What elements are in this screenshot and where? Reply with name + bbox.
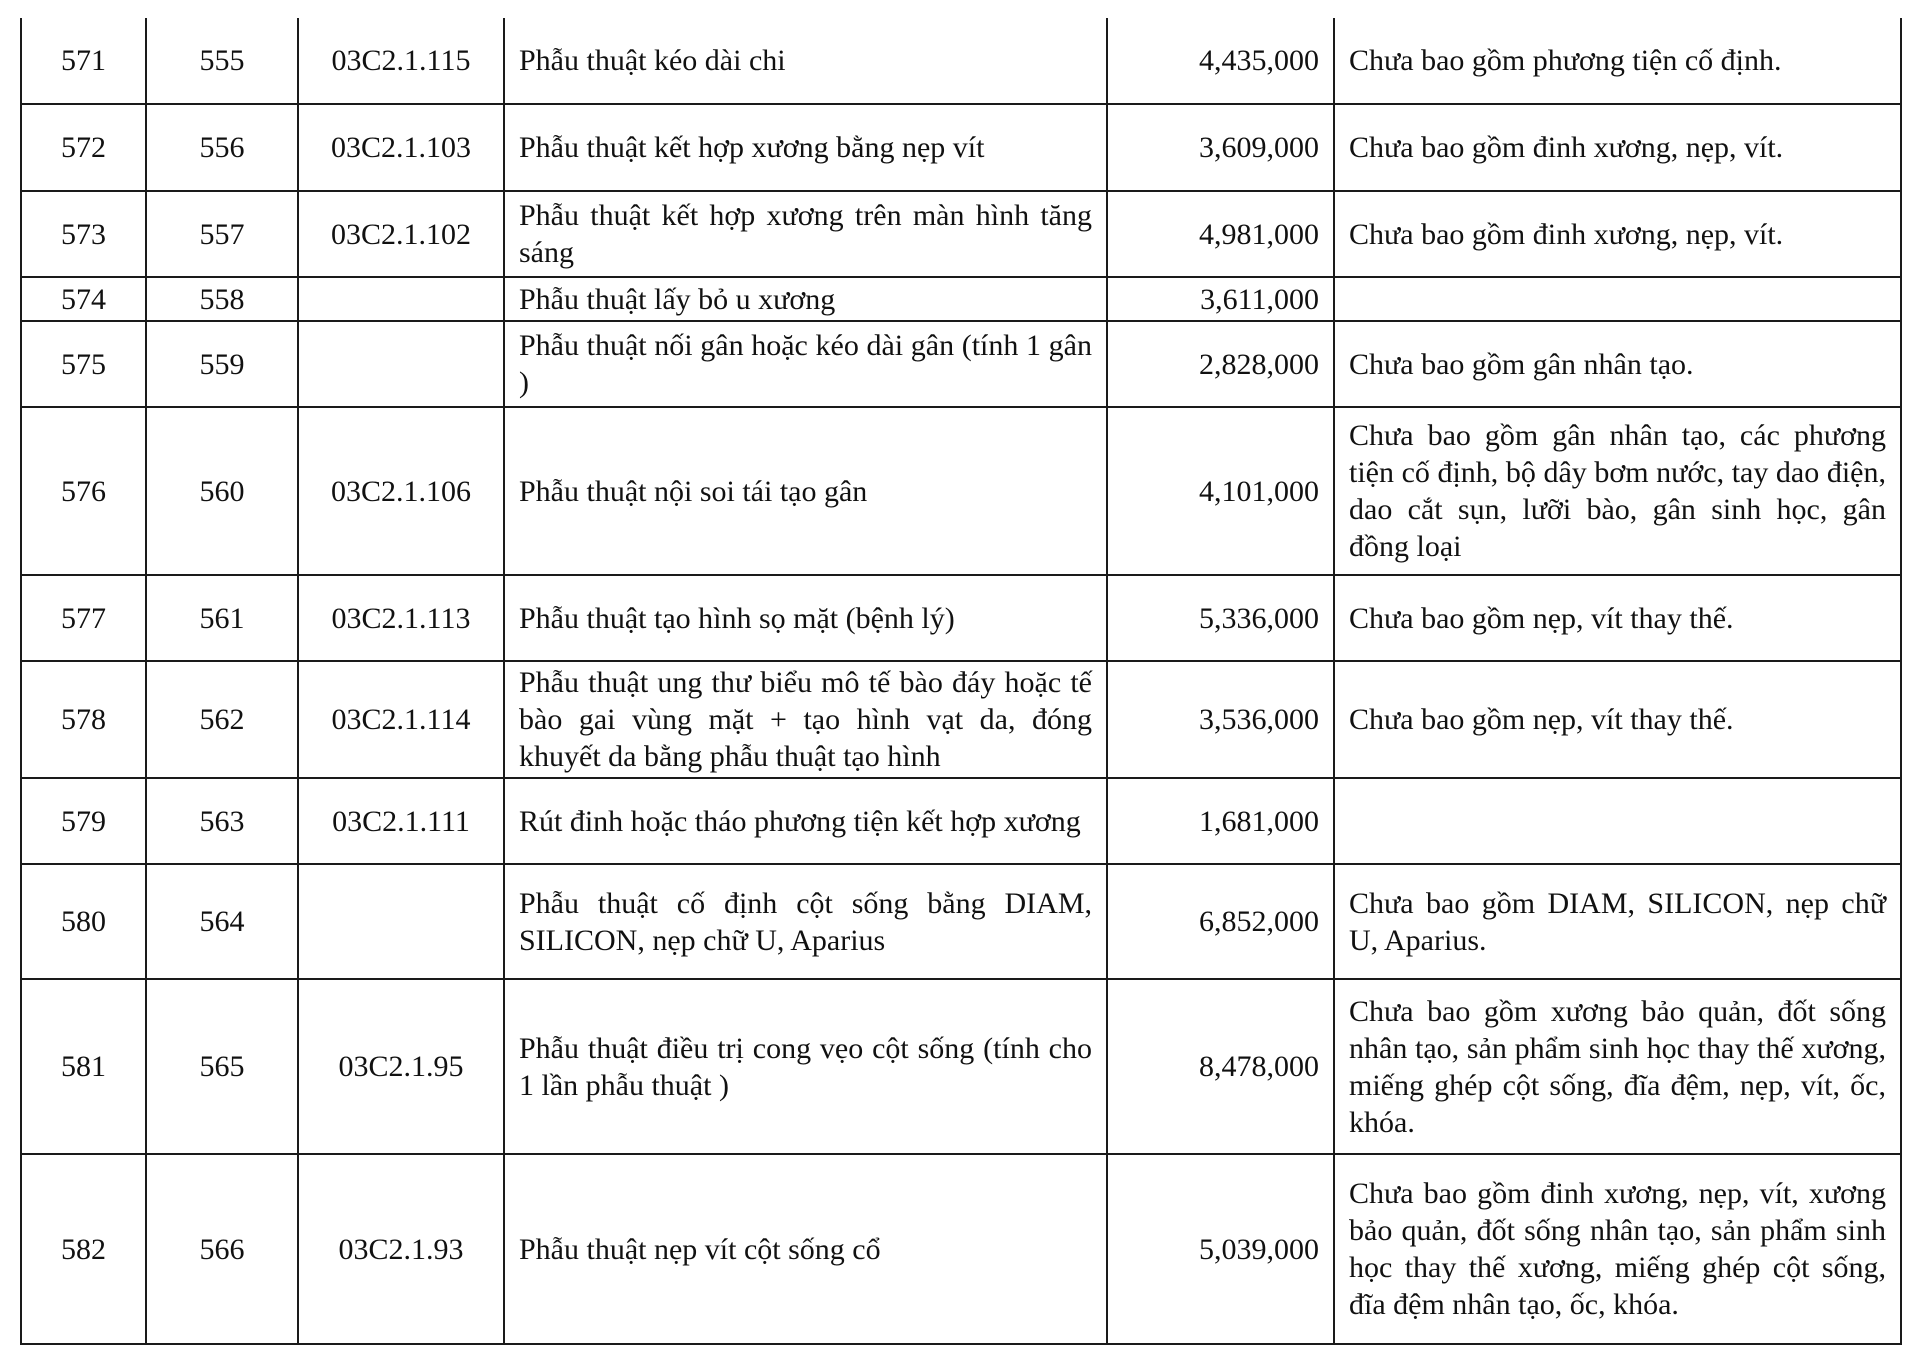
row-stt: 575	[21, 321, 146, 407]
row-stt: 576	[21, 407, 146, 575]
row-service-name: Phẫu thuật nối gân hoặc kéo dài gân (tính 1 gân )	[504, 321, 1107, 407]
row-service-name: Phẫu thuật kết hợp xương trên màn hình tăng sáng	[504, 191, 1107, 277]
row-stt: 572	[21, 104, 146, 191]
row-service-name: Phẫu thuật điều trị cong vẹo cột sống (tính cho 1 lần phẫu thuật )	[504, 979, 1107, 1154]
row-tt: 555	[146, 18, 298, 104]
row-code: 03C2.1.115	[298, 18, 504, 104]
row-note: Chưa bao gồm nẹp, vít thay thế.	[1334, 661, 1901, 778]
row-tt: 559	[146, 321, 298, 407]
row-code	[298, 321, 504, 407]
row-service-name: Phẫu thuật kết hợp xương bằng nẹp vít	[504, 104, 1107, 191]
table-row	[21, 104, 1901, 191]
row-price: 2,828,000	[1107, 321, 1334, 407]
row-tt: 560	[146, 407, 298, 575]
row-stt: 579	[21, 778, 146, 864]
row-tt: 557	[146, 191, 298, 277]
row-note: Chưa bao gồm DIAM, SILICON, nẹp chữ U, Aparius.	[1334, 864, 1901, 979]
row-tt: 563	[146, 778, 298, 864]
row-note: Chưa bao gồm xương bảo quản, đốt sống nhân tạo, sản phẩm sinh học thay thế xương, miếng ghép cột sống, đĩa đệm, nẹp, vít, ốc, khóa.	[1334, 979, 1901, 1154]
row-code: 03C2.1.111	[298, 778, 504, 864]
row-price: 4,981,000	[1107, 191, 1334, 277]
row-service-name: Phẫu thuật cố định cột sống bằng DIAM, SILICON, nẹp chữ U, Aparius	[504, 864, 1107, 979]
row-service-name: Phẫu thuật nội soi tái tạo gân	[504, 407, 1107, 575]
row-stt: 582	[21, 1154, 146, 1344]
row-price: 1,681,000	[1107, 778, 1334, 864]
row-price: 3,611,000	[1107, 277, 1334, 321]
row-stt: 574	[21, 277, 146, 321]
row-service-name: Phẫu thuật tạo hình sọ mặt (bệnh lý)	[504, 575, 1107, 661]
row-price: 3,609,000	[1107, 104, 1334, 191]
row-price: 6,852,000	[1107, 864, 1334, 979]
row-service-name: Phẫu thuật ung thư biểu mô tế bào đáy hoặc tế bào gai vùng mặt + tạo hình vạt da, đóng khuyết da bằng phẫu thuật tạo hình	[504, 661, 1107, 778]
table-row	[21, 18, 1901, 104]
row-note: Chưa bao gồm đinh xương, nẹp, vít.	[1334, 104, 1901, 191]
row-code: 03C2.1.102	[298, 191, 504, 277]
row-price: 4,435,000	[1107, 18, 1334, 104]
row-code: 03C2.1.93	[298, 1154, 504, 1344]
row-price: 5,336,000	[1107, 575, 1334, 661]
table-row	[21, 778, 1901, 864]
table-row	[21, 575, 1901, 661]
row-service-name: Phẫu thuật nẹp vít cột sống cổ	[504, 1154, 1107, 1344]
row-note: Chưa bao gồm phương tiện cố định.	[1334, 18, 1901, 104]
price-table	[20, 18, 1902, 1345]
row-note: Chưa bao gồm gân nhân tạo, các phương tiện cố định, bộ dây bơm nước, tay dao điện, dao cắt sụn, lưỡi bào, gân sinh học, gân đồng loại	[1334, 407, 1901, 575]
row-tt: 564	[146, 864, 298, 979]
row-note: Chưa bao gồm gân nhân tạo.	[1334, 321, 1901, 407]
table-row	[21, 191, 1901, 277]
row-stt: 580	[21, 864, 146, 979]
row-note	[1334, 778, 1901, 864]
row-tt: 561	[146, 575, 298, 661]
row-tt: 556	[146, 104, 298, 191]
row-price: 5,039,000	[1107, 1154, 1334, 1344]
row-stt: 573	[21, 191, 146, 277]
row-code: 03C2.1.113	[298, 575, 504, 661]
row-code: 03C2.1.95	[298, 979, 504, 1154]
table-row	[21, 407, 1901, 575]
row-price: 8,478,000	[1107, 979, 1334, 1154]
row-note: Chưa bao gồm đinh xương, nẹp, vít, xương bảo quản, đốt sống nhân tạo, sản phẩm sinh học thay thế xương, miếng ghép cột sống, đĩa đệm nhân tạo, ốc, khóa.	[1334, 1154, 1901, 1344]
table-row	[21, 1154, 1901, 1344]
table-row	[21, 979, 1901, 1154]
table-row	[21, 321, 1901, 407]
row-price: 3,536,000	[1107, 661, 1334, 778]
row-note: Chưa bao gồm đinh xương, nẹp, vít.	[1334, 191, 1901, 277]
row-tt: 558	[146, 277, 298, 321]
row-stt: 578	[21, 661, 146, 778]
table-row	[21, 661, 1901, 778]
row-tt: 565	[146, 979, 298, 1154]
row-code	[298, 277, 504, 321]
table-row	[21, 864, 1901, 979]
row-code: 03C2.1.114	[298, 661, 504, 778]
price-table-page	[20, 18, 1900, 1345]
row-note: Chưa bao gồm nẹp, vít thay thế.	[1334, 575, 1901, 661]
row-tt: 566	[146, 1154, 298, 1344]
row-code: 03C2.1.106	[298, 407, 504, 575]
table-row	[21, 277, 1901, 321]
row-code: 03C2.1.103	[298, 104, 504, 191]
row-price: 4,101,000	[1107, 407, 1334, 575]
row-stt: 577	[21, 575, 146, 661]
row-stt: 581	[21, 979, 146, 1154]
row-service-name: Phẫu thuật kéo dài chi	[504, 18, 1107, 104]
row-stt: 571	[21, 18, 146, 104]
row-service-name: Rút đinh hoặc tháo phương tiện kết hợp xương	[504, 778, 1107, 864]
row-service-name: Phẫu thuật lấy bỏ u xương	[504, 277, 1107, 321]
row-tt: 562	[146, 661, 298, 778]
row-code	[298, 864, 504, 979]
row-note	[1334, 277, 1901, 321]
